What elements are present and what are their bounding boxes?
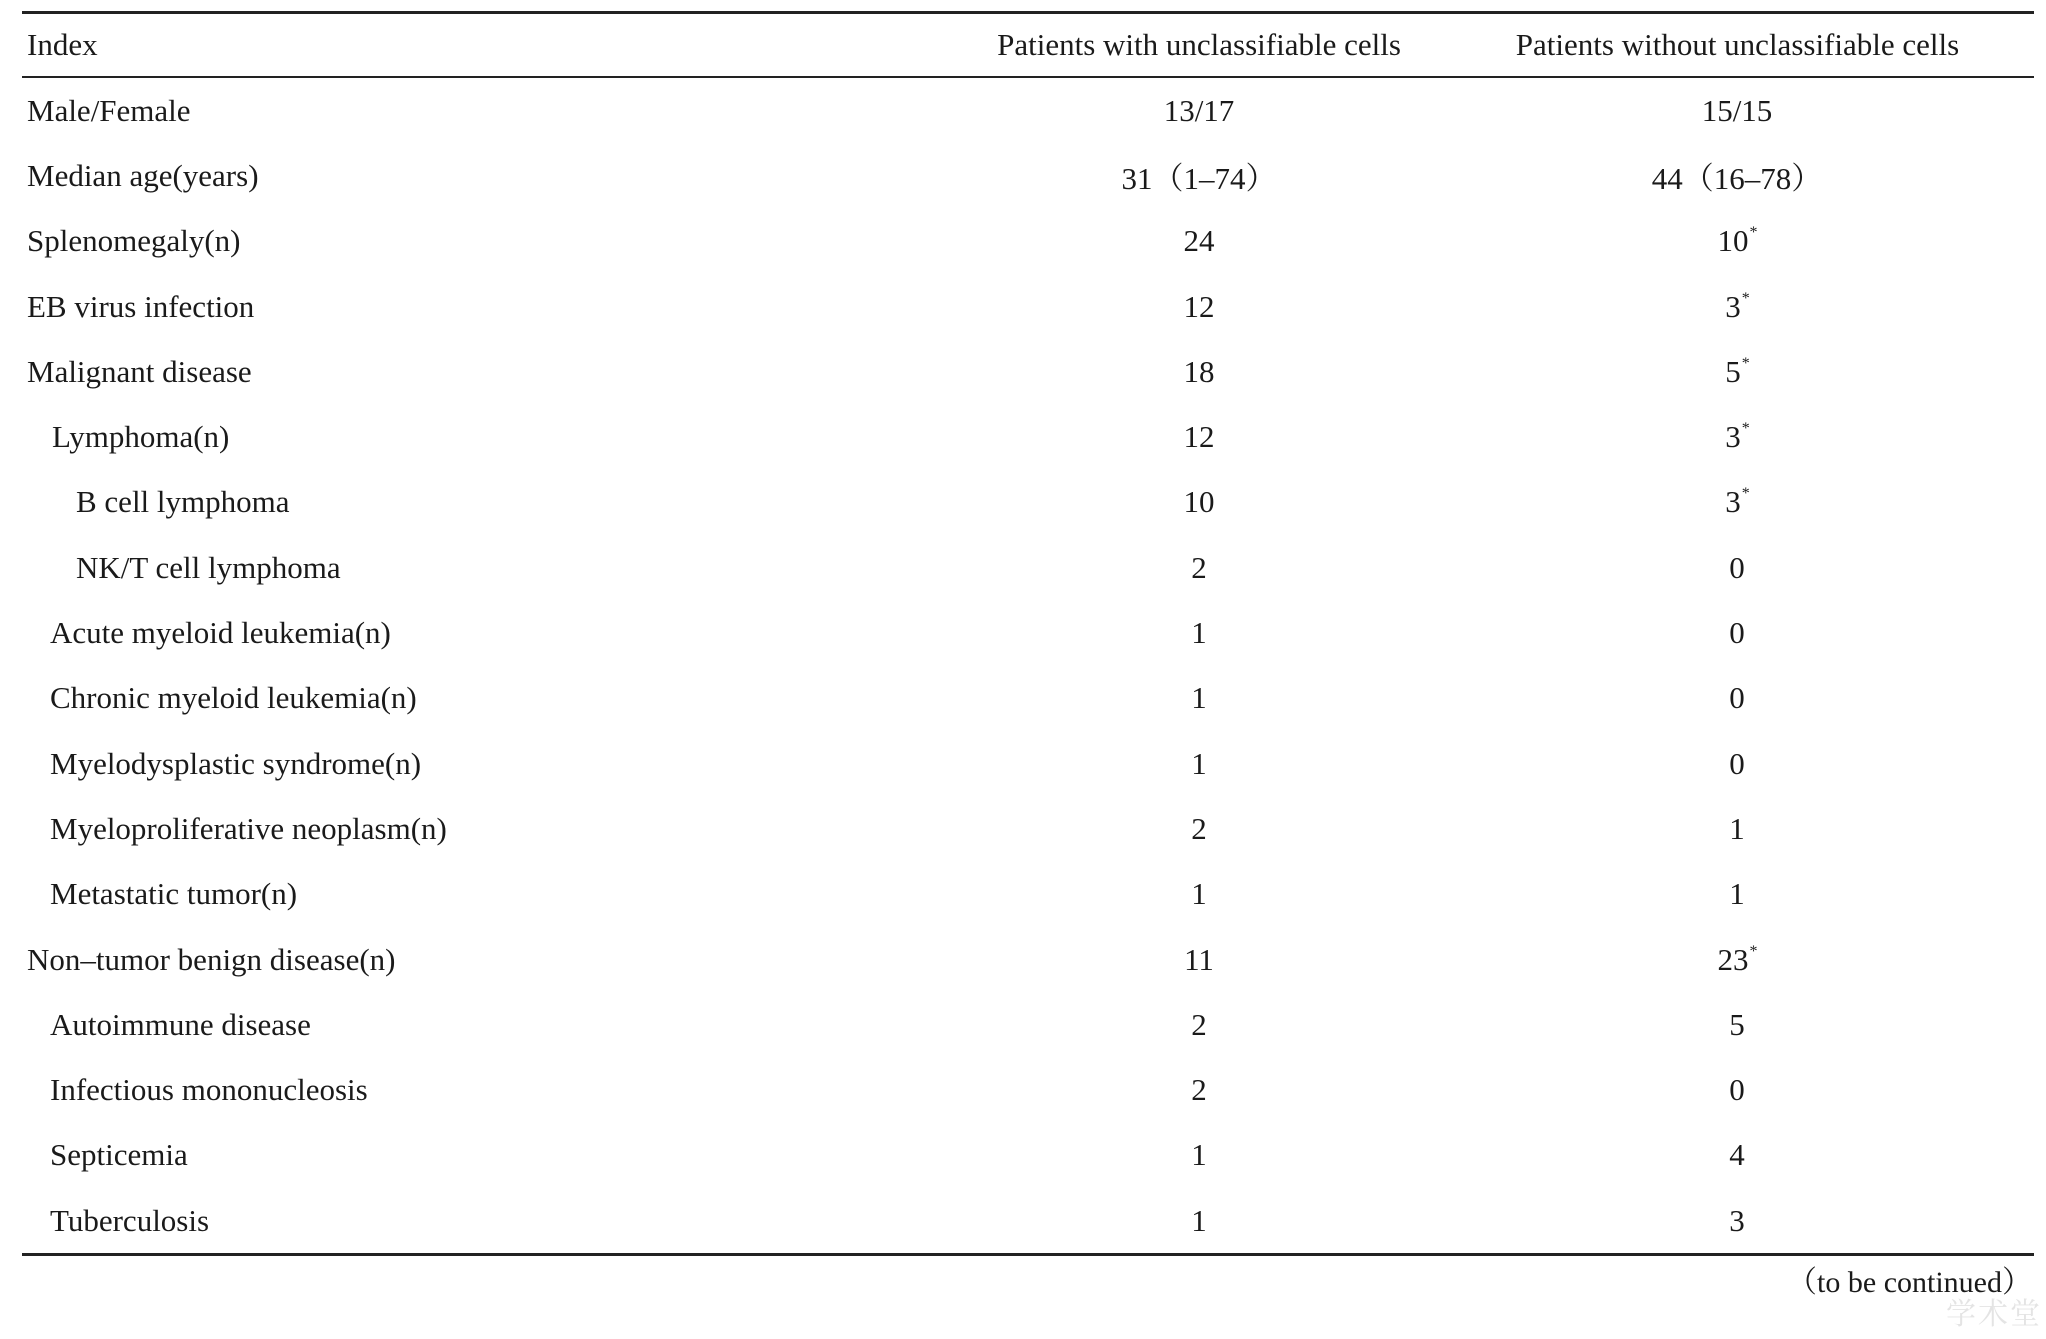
header-index: Index: [27, 27, 98, 62]
significance-mark: *: [1749, 942, 1758, 960]
row-label: Malignant disease: [27, 353, 252, 389]
table-row: [22, 535, 2034, 600]
cell-without: [1441, 209, 2034, 274]
row-label: Infectious mononucleosis: [50, 1072, 368, 1108]
cell-with: 1: [1191, 876, 1207, 912]
cell-without: [1441, 1057, 2034, 1122]
table-row: [22, 78, 2034, 143]
row-label: Septicemia: [50, 1137, 188, 1173]
cell-without: [1441, 470, 2034, 535]
table-row: [22, 143, 2034, 208]
cell-without: [1441, 1123, 2034, 1188]
cell-with: 31（1–74）: [1121, 161, 1277, 197]
significance-mark: *: [1741, 289, 1750, 307]
row-label: Autoimmune disease: [50, 1006, 311, 1042]
row-label: Acute myeloid leukemia(n): [50, 615, 391, 651]
watermark-logo: 学术堂: [1946, 1297, 2042, 1332]
cell-without-value: 3: [1725, 288, 1741, 324]
cell-with: 24: [1183, 223, 1215, 259]
cell-with: 13/17: [1163, 92, 1235, 128]
table-row: [22, 796, 2034, 861]
cell-without: [1441, 992, 2034, 1057]
significance-mark: *: [1741, 354, 1750, 372]
cell-without-value: 0: [1729, 615, 1745, 651]
cell-with: 2: [1191, 810, 1207, 846]
cell-without-value: 0: [1729, 680, 1745, 716]
row-label: Chronic myeloid leukemia(n): [50, 680, 417, 716]
cell-with: 2: [1191, 1072, 1207, 1108]
cell-with: 12: [1183, 419, 1215, 455]
row-label: Median age(years): [27, 157, 259, 193]
significance-mark: *: [1749, 224, 1758, 242]
data-table-body: [22, 78, 2034, 1253]
cell-without: [1441, 1188, 2034, 1253]
table-row: [22, 927, 2034, 992]
table-row: [22, 470, 2034, 535]
cell-with: 11: [1184, 941, 1214, 977]
cell-without: [1441, 862, 2034, 927]
cell-without: [1441, 143, 2034, 208]
cell-without: [1441, 404, 2034, 469]
table-row: [22, 209, 2034, 274]
row-label: Splenomegaly(n): [27, 223, 241, 259]
cell-without-value: 3: [1725, 484, 1741, 520]
cell-with: 18: [1183, 353, 1215, 389]
cell-with: 10: [1183, 484, 1215, 520]
table-row: [22, 1123, 2034, 1188]
significance-mark: *: [1741, 420, 1750, 438]
row-label: Myeloproliferative neoplasm(n): [50, 810, 447, 846]
cell-without-value: 4: [1729, 1137, 1745, 1173]
cell-without-value: 5: [1729, 1006, 1745, 1042]
cell-without-value: 1: [1729, 876, 1745, 912]
cell-without: [1441, 535, 2034, 600]
cell-without: [1441, 600, 2034, 665]
header-with-unclassifiable: Patients with unclassifiable cells: [997, 27, 1401, 62]
row-label: Non–tumor benign disease(n): [27, 941, 396, 977]
table-row: [22, 992, 2034, 1057]
cell-without: [1441, 927, 2034, 992]
data-table: [22, 14, 2034, 76]
table-row: [22, 404, 2034, 469]
cell-without-value: 5: [1725, 353, 1741, 389]
cell-without-value: 23: [1717, 941, 1749, 977]
cell-without-value: 0: [1729, 745, 1745, 781]
table-row: [22, 339, 2034, 404]
row-label: Male/Female: [27, 92, 191, 128]
continued-note: （to be continued）: [1787, 1266, 2032, 1299]
cell-with: 2: [1191, 1006, 1207, 1042]
cell-with: 2: [1191, 549, 1207, 585]
cell-with: 1: [1191, 680, 1207, 716]
cell-without-value: 3: [1729, 1202, 1745, 1238]
cell-without: [1441, 339, 2034, 404]
cell-without-value: 1: [1729, 810, 1745, 846]
table-row: [22, 1188, 2034, 1253]
table-row: [22, 1057, 2034, 1122]
cell-without-value: 0: [1729, 549, 1745, 585]
cell-with: 12: [1183, 288, 1215, 324]
cell-without: [1441, 666, 2034, 731]
row-label: NK/T cell lymphoma: [76, 549, 341, 585]
header-row: [22, 14, 2034, 76]
row-label: Tuberculosis: [50, 1202, 210, 1238]
row-label: Lymphoma(n): [52, 419, 230, 455]
cell-without-value: 10: [1717, 223, 1749, 259]
table-bottom-rule: [22, 1253, 2034, 1256]
cell-without-value: 0: [1729, 1072, 1745, 1108]
data-table-container: [22, 11, 2034, 1256]
row-label: B cell lymphoma: [76, 484, 290, 520]
cell-with: 1: [1191, 1137, 1207, 1173]
table-row: [22, 600, 2034, 665]
table-row: [22, 666, 2034, 731]
row-label: Metastatic tumor(n): [50, 876, 298, 912]
cell-without: [1441, 274, 2034, 339]
cell-with: 1: [1191, 1202, 1207, 1238]
table-row: [22, 274, 2034, 339]
significance-mark: *: [1741, 485, 1750, 503]
cell-without: [1441, 731, 2034, 796]
cell-without-value: 3: [1725, 419, 1741, 455]
cell-without: [1441, 796, 2034, 861]
cell-with: 1: [1191, 615, 1207, 651]
cell-without-value: 15/15: [1701, 92, 1773, 128]
cell-without: [1441, 78, 2034, 143]
table-row: [22, 862, 2034, 927]
row-label: EB virus infection: [27, 288, 255, 324]
cell-with: 1: [1191, 745, 1207, 781]
cell-without-value: 44（16–78）: [1651, 161, 1823, 197]
row-label: Myelodysplastic syndrome(n): [50, 745, 422, 781]
header-without-unclassifiable: Patients without unclassifiable cells: [1515, 27, 1960, 62]
table-row: [22, 731, 2034, 796]
